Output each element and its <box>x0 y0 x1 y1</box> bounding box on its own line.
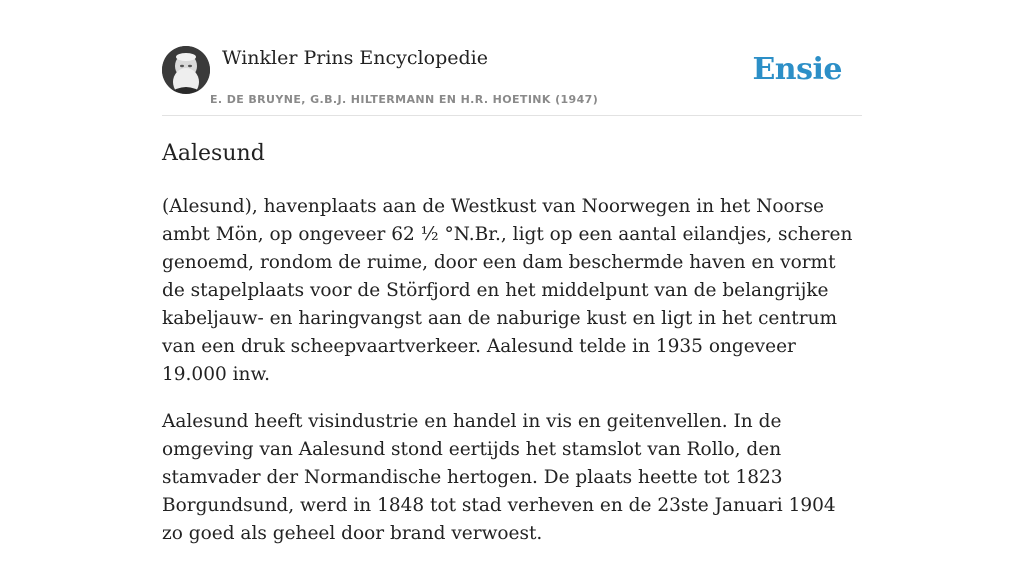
author-portrait-icon <box>162 46 210 94</box>
article-paragraph-2: Aalesund heeft visindustrie en handel in vis en geitenvellen. In de omgeving van Aalesund stond eertijds het stamslot van Rollo, den stamvader der Normandische hertogen. De plaats heette tot 1823 Borgundsund, werd in 1848 tot stad verheven en de 23ste Januari 1904 zo goed als geheel door brand verwoest. <box>162 411 836 544</box>
article <box>162 138 862 567</box>
site-title[interactable]: Winkler Prins Encyclopedie <box>222 47 488 69</box>
article-paragraph-1: (Alesund), havenplaats aan de Westkust van Noorwegen in het Noorse ambt Mön, op ongeveer 62 ½ °N.Br., ligt op een aantal eilandjes, scheren genoemd, rondom de ruime, door een dam beschermde haven en vormt de stapelplaats voor de Störfjord en het middelpunt van de belangrijke kabeljauw- en haringvangst aan de naburige kust en ligt in het centrum van een druk scheepvaartverkeer. Aalesund telde in 1935 ongeveer 19.000 inw. <box>162 196 853 385</box>
article-title: Aalesund <box>162 141 265 166</box>
authors-line: E. DE BRUYNE, G.B.J. HILTERMANN EN H.R. HOETINK (1947) <box>210 93 599 106</box>
site-header <box>162 46 862 116</box>
ensie-logo[interactable]: Ensie <box>752 52 842 87</box>
author-avatar <box>162 46 210 94</box>
